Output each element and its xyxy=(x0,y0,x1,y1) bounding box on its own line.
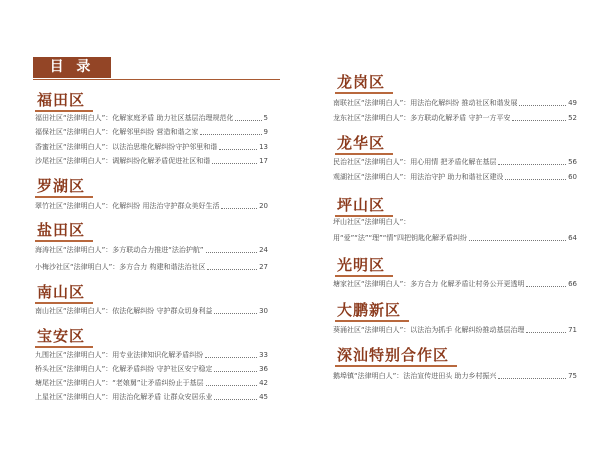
section-heading-shenshan: 深汕特别合作区 xyxy=(335,347,457,367)
page-number: 30 xyxy=(259,307,268,315)
dot-leader xyxy=(526,332,566,333)
section-heading-yantian: 盐田区 xyxy=(35,222,93,242)
toc-entry xyxy=(35,201,268,211)
toc-title: 目 录 xyxy=(33,57,111,78)
dot-leader xyxy=(505,179,566,180)
page-number: 45 xyxy=(259,393,268,401)
dot-leader xyxy=(221,208,257,209)
toc-entry xyxy=(35,142,268,152)
page-number: 36 xyxy=(259,365,268,373)
entry-title: 塘尾社区“法律明白人”：“老娘舅”让矛盾纠纷止于基层 xyxy=(35,379,204,387)
toc-entry xyxy=(35,245,268,255)
section-heading-dapeng: 大鹏新区 xyxy=(335,302,409,322)
section-heading-futian: 福田区 xyxy=(35,92,93,112)
page-number: 66 xyxy=(568,280,577,288)
page-number: 27 xyxy=(259,263,268,271)
dot-leader xyxy=(206,385,258,386)
section-heading-pingshan: 坪山区 xyxy=(335,197,393,217)
toc-entry xyxy=(35,262,268,272)
dot-leader xyxy=(214,371,257,372)
dot-leader xyxy=(526,286,566,287)
section-heading-nanshan: 南山区 xyxy=(35,284,93,304)
dot-leader xyxy=(214,313,257,314)
dot-leader xyxy=(219,149,257,150)
page-number: 52 xyxy=(568,114,577,122)
page-number: 42 xyxy=(259,379,268,387)
toc-entry xyxy=(333,325,577,335)
dot-leader xyxy=(512,120,566,121)
toc-entry xyxy=(333,371,577,381)
toc-entry xyxy=(35,364,268,374)
entry-title: 翠竹社区“法律明白人”：化解纠纷 用法治守护群众美好生活 xyxy=(35,202,220,210)
entry-title: 南联社区“法律明白人”：用法治化解纠纷 推动社区和谐发展 xyxy=(333,99,518,107)
page-number: 60 xyxy=(568,173,577,181)
dot-leader xyxy=(498,164,566,165)
section-heading-guangming: 光明区 xyxy=(335,257,393,277)
entry-title: 南山社区“法律明白人”：依法化解纠纷 守护群众切身利益 xyxy=(35,307,213,315)
dot-leader xyxy=(235,120,261,121)
entry-title: 福保社区“法律明白人”：化解邻里纠纷 营造和谐之家 xyxy=(35,128,199,136)
entry-title: 沙尾社区“法律明白人”：调解纠纷化解矛盾促进社区和谐 xyxy=(35,157,211,165)
dot-leader xyxy=(214,399,257,400)
dot-leader xyxy=(207,269,257,270)
entry-title: 桥头社区“法律明白人”：化解矛盾纠纷 守护社区安宁稳定 xyxy=(35,365,213,373)
dot-leader xyxy=(519,105,566,106)
entry-title: 小梅沙社区“法律明白人”：多方合力 构建和谐法治社区 xyxy=(35,263,206,271)
toc-entry xyxy=(35,113,268,123)
dot-leader xyxy=(469,240,566,241)
entry-title: 坪山社区“法律明白人”： xyxy=(333,218,411,226)
dot-leader xyxy=(200,134,261,135)
dot-leader xyxy=(498,378,566,379)
dot-leader xyxy=(205,357,257,358)
toc-entry xyxy=(333,172,577,182)
entry-title: 九围社区“法律明白人”：用专业法律知识化解矛盾纠纷 xyxy=(35,351,204,359)
toc-entry-line1 xyxy=(333,217,577,227)
entry-title: 上星社区“法律明白人”：用法治化解矛盾 让群众安居乐业 xyxy=(35,393,213,401)
page-number: 20 xyxy=(259,202,268,210)
section-heading-longhua: 龙华区 xyxy=(335,135,393,155)
toc-entry xyxy=(35,350,268,360)
entry-title: 葵涌社区“法律明白人”：以法治为抓手 化解纠纷推动基层治理 xyxy=(333,326,525,334)
page-number: 71 xyxy=(568,326,577,334)
entry-title: 民治社区“法律明白人”：用心用情 把矛盾化解在基层 xyxy=(333,158,497,166)
page-number: 75 xyxy=(568,372,577,380)
page-number: 24 xyxy=(259,246,268,254)
toc-entry xyxy=(35,156,268,166)
title-divider xyxy=(33,79,280,80)
section-heading-longgang: 龙岗区 xyxy=(335,74,393,94)
toc-entry xyxy=(333,233,577,243)
toc-entry xyxy=(35,127,268,137)
toc-entry xyxy=(35,378,268,388)
section-heading-luohu: 罗湖区 xyxy=(35,178,93,198)
page-number: 5 xyxy=(263,114,268,122)
toc-entry xyxy=(35,306,268,316)
toc-entry xyxy=(35,392,268,402)
entry-title: 观湖社区“法律明白人”：用法治守护 助力和谐社区建设 xyxy=(333,173,504,181)
entry-title: 海涛社区“法律明白人”：多方联动合力推进“法治护航” xyxy=(35,246,204,254)
page-number: 33 xyxy=(259,351,268,359)
dot-leader xyxy=(206,252,258,253)
toc-entry xyxy=(333,279,577,289)
entry-title: 用“爱”“法”“理”“情”四把钥匙化解矛盾纠纷 xyxy=(333,234,468,242)
dot-leader xyxy=(212,163,257,164)
page-number: 9 xyxy=(263,128,268,136)
page-number: 17 xyxy=(259,157,268,165)
toc-entry xyxy=(333,98,577,108)
toc-entry xyxy=(333,113,577,123)
entry-title: 福田社区“法律明白人”：化解家庭矛盾 助力社区基层治理规范化 xyxy=(35,114,234,122)
entry-title: 鹅埠镇“法律明白人”：法治宣传进田头 助力乡村振兴 xyxy=(333,372,497,380)
toc-entry xyxy=(333,157,577,167)
entry-title: 塘家社区“法律明白人”：多方合力 化解矛盾让村务公开更透明 xyxy=(333,280,525,288)
page-number: 56 xyxy=(568,158,577,166)
page-number: 64 xyxy=(568,234,577,242)
entry-title: 香蜜社区“法律明白人”：以法治思维化解纠纷守护邻里和谐 xyxy=(35,143,218,151)
page-number: 13 xyxy=(259,143,268,151)
entry-title: 龙东社区“法律明白人”：多方联动化解矛盾 守护一方平安 xyxy=(333,114,511,122)
page-number: 49 xyxy=(568,99,577,107)
section-heading-baoan: 宝安区 xyxy=(35,328,93,348)
